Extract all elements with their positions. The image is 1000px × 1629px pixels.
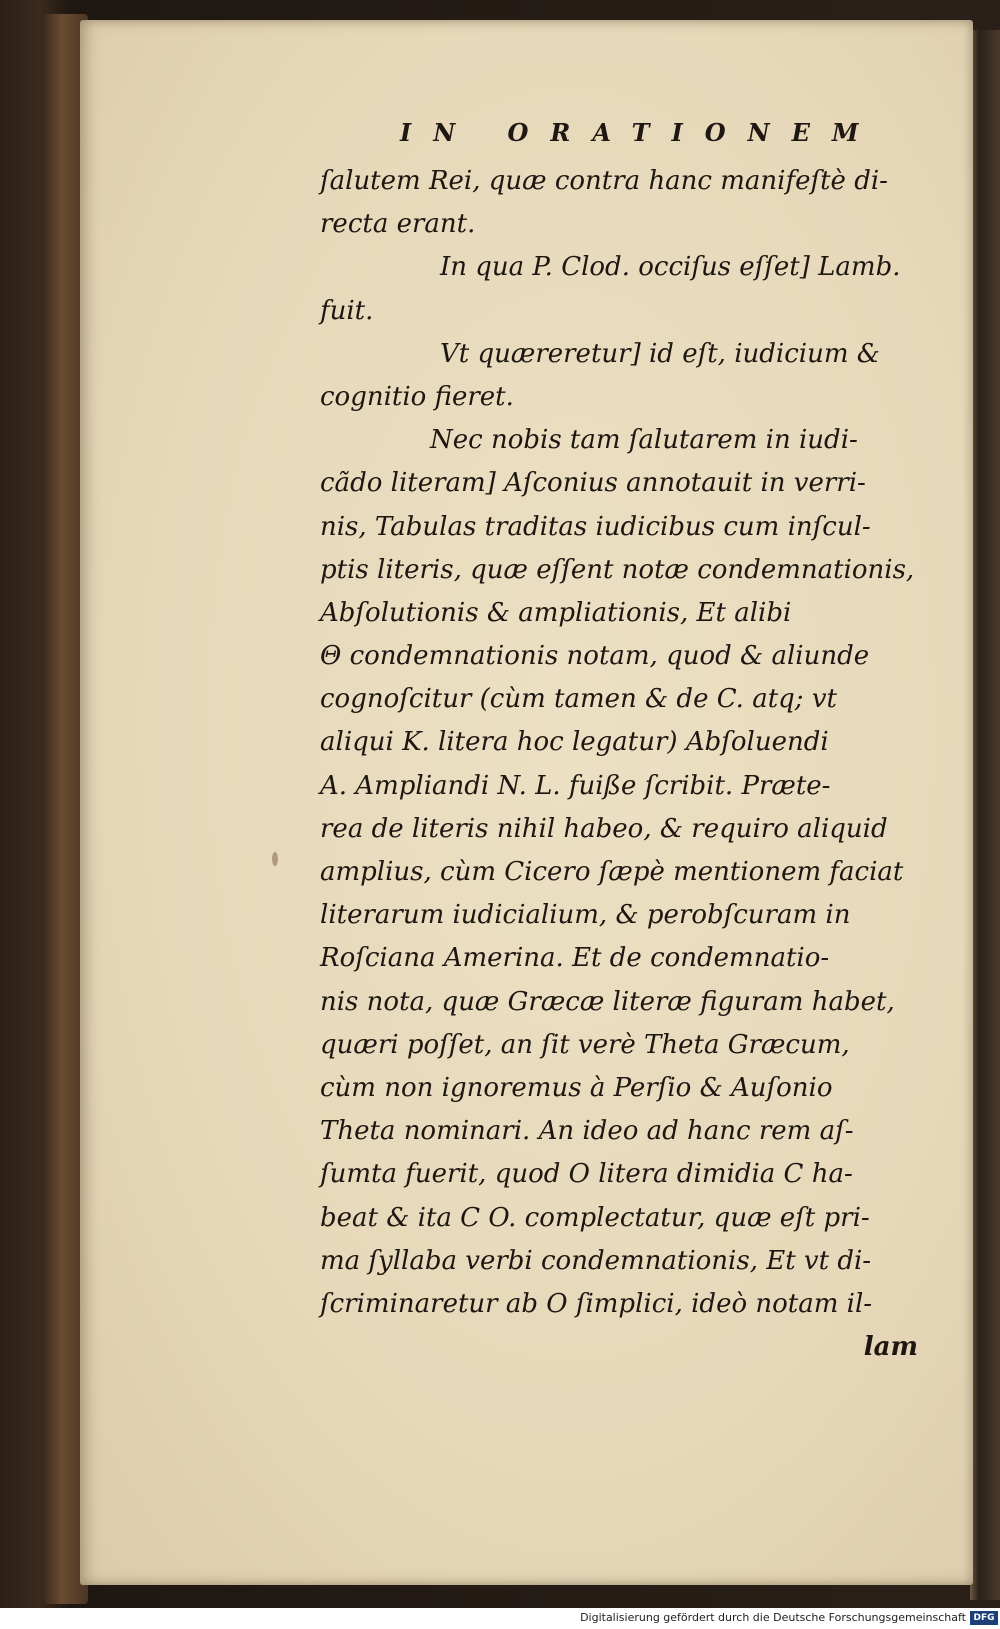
text-line: ma ſyllaba verbi condemnationis, Et vt di- [320,1245,872,1276]
text-line: Θ condemnationis notam, quod & aliunde [320,641,870,672]
text-line: quæri poſſet, an ſit verè Theta Græcum, [320,1029,850,1060]
text-line: Nec nobis tam ſalutarem in iudi- [430,425,858,456]
text-line: Vt quæreretur] id eſt, iudicium & [440,338,880,369]
text-line: ſumta fuerit, quod O litera dimidia C ha- [320,1159,853,1190]
text-line: fuit. [320,295,374,326]
text-line: recta erant. [320,209,476,240]
text-line: aliqui K. litera hoc legatur) Abſoluendi [320,727,829,758]
text-line: A. Ampliandi N. L. fuiße ſcribit. Præte- [320,770,831,801]
running-head: IN ORATIONEM [400,118,881,147]
text-line: beat & ita C O. complectatur, quæ eſt pri- [320,1202,870,1233]
text-line: ſcriminaretur ab O ſimplici, ideò notam il- [320,1288,873,1319]
text-line: Roſciana Amerina. Et de condemnatio- [320,943,830,974]
digitization-credit: Digitalisierung gefördert durch die Deutsche Forschungsgemeinschaft [580,1611,966,1624]
text-line: cùm non ignoremus à Perſio & Auſonio [320,1072,833,1103]
body-text [320,160,930,1369]
text-line: rea de literis nihil habeo, & requiro aliquid [320,813,888,844]
text-line: Theta nominari. An ideo ad hanc rem aſ- [320,1116,854,1147]
dfg-logo: DFG [970,1611,998,1625]
text-line: In qua P. Clod. occiſus eſſet] Lamb. [440,252,901,283]
text-line: amplius, cùm Cicero ſæpè mentionem faciat [320,857,904,887]
text-line: ſalutem Rei, quæ contra hanc manifeſtè di- [320,166,888,196]
text-line: cognoſcitur (cùm tamen & de C. atq; vt [320,684,837,715]
text-line: Abſolutionis & ampliationis, Et alibi [320,597,792,628]
page-right-edge [970,30,1000,1600]
text-line: nis nota, quæ Græcæ literæ figuram habet, [320,986,895,1017]
text-line: ptis literis, quæ eſſent notæ condemnationis, [320,554,915,585]
text-line: cognitio fieret. [320,381,514,412]
text-line: cãdo literam] Aſconius annotauit in verri- [320,468,866,499]
text-line: literarum iudicialium, & perobſcuram in [320,900,851,931]
catchword: lam [863,1332,918,1363]
paper-speck [272,852,278,866]
text-line: nis, Tabulas traditas iudicibus cum inſcul- [320,511,871,542]
